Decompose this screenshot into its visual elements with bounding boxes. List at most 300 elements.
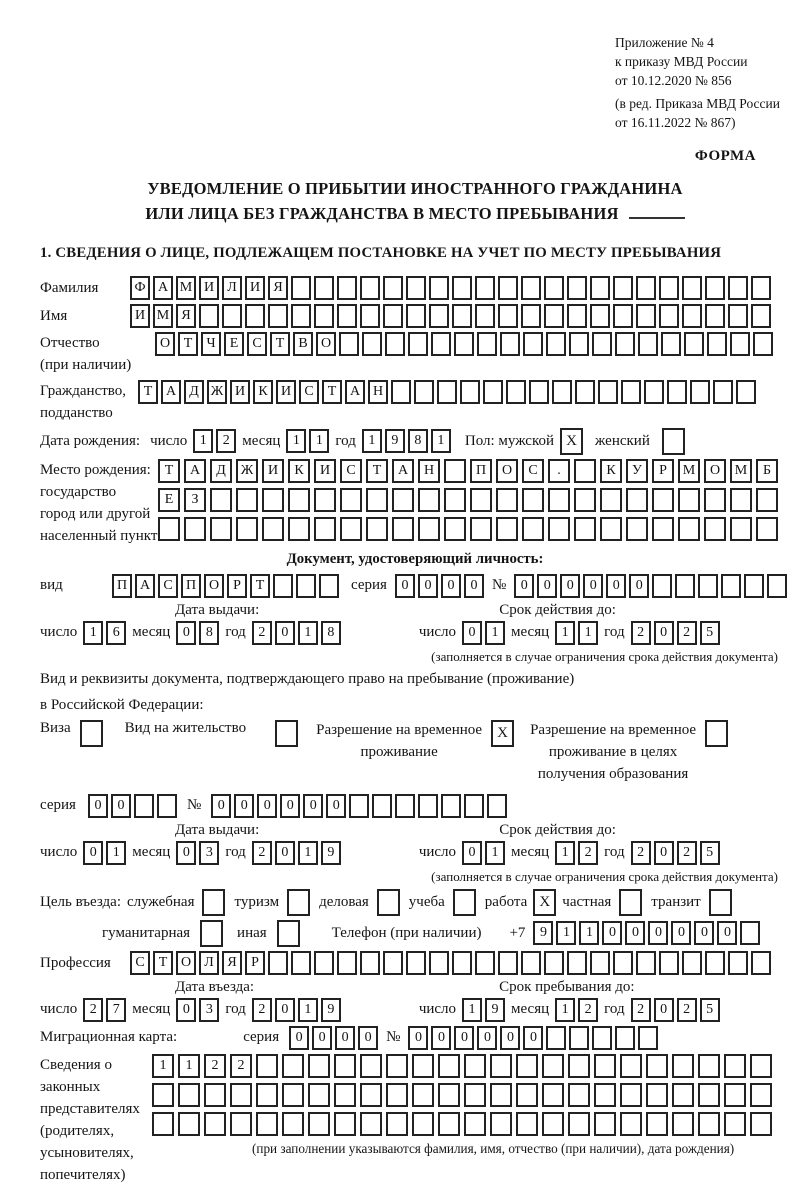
char-box[interactable]	[621, 380, 641, 404]
char-box[interactable]	[291, 951, 311, 975]
char-box[interactable]	[360, 276, 380, 300]
char-box[interactable]: 9	[533, 921, 553, 945]
char-box[interactable]	[490, 1083, 512, 1107]
char-box[interactable]	[291, 304, 311, 328]
char-box[interactable]: 0	[454, 1026, 474, 1050]
char-box[interactable]: 0	[275, 998, 295, 1022]
char-box[interactable]: Ж	[236, 459, 258, 483]
char-box[interactable]	[391, 380, 411, 404]
char-box[interactable]	[750, 1083, 772, 1107]
char-box[interactable]	[418, 517, 440, 541]
char-box[interactable]	[383, 276, 403, 300]
char-box[interactable]	[496, 488, 518, 512]
char-box[interactable]	[646, 1112, 668, 1136]
char-box[interactable]	[751, 276, 771, 300]
char-box[interactable]	[314, 488, 336, 512]
char-box[interactable]	[740, 921, 760, 945]
humanitarian-checkbox[interactable]	[200, 920, 223, 947]
char-box[interactable]	[475, 951, 495, 975]
char-box[interactable]: 0	[602, 921, 622, 945]
char-box[interactable]	[569, 1026, 589, 1050]
char-box[interactable]	[487, 794, 507, 818]
char-box[interactable]	[230, 1112, 252, 1136]
char-box[interactable]	[690, 380, 710, 404]
char-box[interactable]	[412, 1054, 434, 1078]
char-box[interactable]: 0	[654, 998, 674, 1022]
char-box[interactable]	[314, 304, 334, 328]
char-box[interactable]: .	[548, 459, 570, 483]
sex-female-checkbox[interactable]	[662, 428, 685, 455]
char-box[interactable]: Е	[158, 488, 180, 512]
char-box[interactable]	[638, 1026, 658, 1050]
char-box[interactable]	[464, 1112, 486, 1136]
char-box[interactable]: И	[276, 380, 296, 404]
char-box[interactable]	[721, 574, 741, 598]
char-box[interactable]	[431, 332, 451, 356]
char-box[interactable]	[444, 459, 466, 483]
char-box[interactable]	[672, 1112, 694, 1136]
char-box[interactable]: 9	[485, 998, 505, 1022]
char-box[interactable]	[412, 1112, 434, 1136]
char-box[interactable]	[406, 951, 426, 975]
char-box[interactable]	[652, 517, 674, 541]
char-box[interactable]: И	[314, 459, 336, 483]
char-box[interactable]	[230, 1083, 252, 1107]
study-checkbox[interactable]	[453, 889, 476, 916]
char-box[interactable]	[682, 951, 702, 975]
char-box[interactable]	[724, 1112, 746, 1136]
char-box[interactable]	[684, 332, 704, 356]
char-box[interactable]	[600, 488, 622, 512]
char-box[interactable]: М	[153, 304, 173, 328]
char-box[interactable]: О	[496, 459, 518, 483]
char-box[interactable]: 0	[464, 574, 484, 598]
char-box[interactable]: Я	[222, 951, 242, 975]
char-box[interactable]	[152, 1112, 174, 1136]
char-box[interactable]: С	[299, 380, 319, 404]
char-box[interactable]: Ф	[130, 276, 150, 300]
char-box[interactable]	[659, 304, 679, 328]
char-box[interactable]: А	[184, 459, 206, 483]
char-box[interactable]	[756, 488, 778, 512]
char-box[interactable]	[444, 488, 466, 512]
temp-residence-education-checkbox[interactable]	[705, 720, 728, 747]
char-box[interactable]: 0	[431, 1026, 451, 1050]
char-box[interactable]	[728, 276, 748, 300]
char-box[interactable]: 0	[111, 794, 131, 818]
other-purpose-checkbox[interactable]	[277, 920, 300, 947]
char-box[interactable]: 1	[193, 429, 213, 453]
char-box[interactable]	[544, 304, 564, 328]
char-box[interactable]: У	[626, 459, 648, 483]
char-box[interactable]	[406, 304, 426, 328]
char-box[interactable]: П	[112, 574, 132, 598]
char-box[interactable]	[337, 276, 357, 300]
char-box[interactable]: О	[155, 332, 175, 356]
char-box[interactable]	[406, 276, 426, 300]
char-box[interactable]: Т	[270, 332, 290, 356]
char-box[interactable]: 2	[631, 841, 651, 865]
char-box[interactable]: 0	[234, 794, 254, 818]
char-box[interactable]: 0	[500, 1026, 520, 1050]
char-box[interactable]: С	[130, 951, 150, 975]
char-box[interactable]	[464, 1083, 486, 1107]
char-box[interactable]: Т	[158, 459, 180, 483]
char-box[interactable]: 3	[199, 841, 219, 865]
char-box[interactable]: В	[293, 332, 313, 356]
char-box[interactable]	[636, 951, 656, 975]
char-box[interactable]	[672, 1083, 694, 1107]
char-box[interactable]	[152, 1083, 174, 1107]
char-box[interactable]: 0	[629, 574, 649, 598]
char-box[interactable]	[483, 380, 503, 404]
char-box[interactable]	[620, 1083, 642, 1107]
char-box[interactable]	[652, 488, 674, 512]
char-box[interactable]	[256, 1083, 278, 1107]
char-box[interactable]	[438, 1112, 460, 1136]
char-box[interactable]	[386, 1054, 408, 1078]
char-box[interactable]: 8	[408, 429, 428, 453]
char-box[interactable]	[544, 951, 564, 975]
char-box[interactable]: 9	[385, 429, 405, 453]
business-checkbox[interactable]	[377, 889, 400, 916]
char-box[interactable]	[705, 304, 725, 328]
char-box[interactable]: М	[678, 459, 700, 483]
char-box[interactable]	[134, 794, 154, 818]
char-box[interactable]	[529, 380, 549, 404]
char-box[interactable]	[429, 304, 449, 328]
char-box[interactable]	[438, 1054, 460, 1078]
char-box[interactable]	[360, 304, 380, 328]
char-box[interactable]: 2	[677, 621, 697, 645]
char-box[interactable]	[418, 488, 440, 512]
char-box[interactable]: А	[161, 380, 181, 404]
char-box[interactable]	[750, 1054, 772, 1078]
char-box[interactable]: 0	[462, 841, 482, 865]
char-box[interactable]	[613, 951, 633, 975]
char-box[interactable]	[574, 488, 596, 512]
char-box[interactable]	[452, 304, 472, 328]
char-box[interactable]: 0	[537, 574, 557, 598]
char-box[interactable]	[728, 304, 748, 328]
char-box[interactable]	[516, 1112, 538, 1136]
char-box[interactable]: 1	[485, 621, 505, 645]
char-box[interactable]: 2	[677, 841, 697, 865]
char-box[interactable]	[675, 574, 695, 598]
char-box[interactable]: 1	[152, 1054, 174, 1078]
char-box[interactable]: 0	[88, 794, 108, 818]
char-box[interactable]	[636, 276, 656, 300]
char-box[interactable]	[698, 1083, 720, 1107]
char-box[interactable]: И	[199, 276, 219, 300]
char-box[interactable]: М	[176, 276, 196, 300]
char-box[interactable]	[521, 951, 541, 975]
char-box[interactable]: Ч	[201, 332, 221, 356]
char-box[interactable]: 0	[654, 841, 674, 865]
char-box[interactable]	[438, 1083, 460, 1107]
char-box[interactable]: Т	[250, 574, 270, 598]
char-box[interactable]	[490, 1112, 512, 1136]
char-box[interactable]	[334, 1054, 356, 1078]
char-box[interactable]: 1	[286, 429, 306, 453]
char-box[interactable]	[408, 332, 428, 356]
char-box[interactable]	[521, 304, 541, 328]
char-box[interactable]	[523, 332, 543, 356]
char-box[interactable]: 0	[654, 621, 674, 645]
char-box[interactable]	[496, 517, 518, 541]
char-box[interactable]	[730, 517, 752, 541]
char-box[interactable]: 0	[176, 998, 196, 1022]
char-box[interactable]	[460, 380, 480, 404]
char-box[interactable]	[713, 380, 733, 404]
char-box[interactable]: Т	[366, 459, 388, 483]
char-box[interactable]: А	[392, 459, 414, 483]
char-box[interactable]	[567, 951, 587, 975]
char-box[interactable]: О	[204, 574, 224, 598]
char-box[interactable]	[613, 276, 633, 300]
char-box[interactable]	[575, 380, 595, 404]
char-box[interactable]: 0	[441, 574, 461, 598]
char-box[interactable]: 2	[677, 998, 697, 1022]
char-box[interactable]	[682, 304, 702, 328]
char-box[interactable]	[705, 276, 725, 300]
char-box[interactable]	[767, 574, 787, 598]
char-box[interactable]	[296, 574, 316, 598]
char-box[interactable]: 1	[83, 621, 103, 645]
char-box[interactable]: 0	[514, 574, 534, 598]
char-box[interactable]	[744, 574, 764, 598]
char-box[interactable]: 2	[83, 998, 103, 1022]
char-box[interactable]	[620, 1054, 642, 1078]
transit-checkbox[interactable]	[709, 889, 732, 916]
temp-residence-checkbox[interactable]: X	[491, 720, 514, 747]
char-box[interactable]: С	[158, 574, 178, 598]
char-box[interactable]	[594, 1054, 616, 1078]
char-box[interactable]	[516, 1083, 538, 1107]
char-box[interactable]	[730, 332, 750, 356]
char-box[interactable]	[698, 574, 718, 598]
char-box[interactable]: 2	[252, 841, 272, 865]
char-box[interactable]	[516, 1054, 538, 1078]
char-box[interactable]: 2	[631, 998, 651, 1022]
char-box[interactable]	[268, 951, 288, 975]
char-box[interactable]: 0	[257, 794, 277, 818]
char-box[interactable]	[360, 1054, 382, 1078]
char-box[interactable]	[199, 304, 219, 328]
char-box[interactable]: С	[522, 459, 544, 483]
char-box[interactable]: А	[135, 574, 155, 598]
char-box[interactable]	[429, 276, 449, 300]
char-box[interactable]	[204, 1112, 226, 1136]
char-box[interactable]: Я	[176, 304, 196, 328]
char-box[interactable]	[319, 574, 339, 598]
char-box[interactable]	[698, 1054, 720, 1078]
char-box[interactable]	[598, 380, 618, 404]
char-box[interactable]	[646, 1054, 668, 1078]
char-box[interactable]	[594, 1112, 616, 1136]
char-box[interactable]	[626, 488, 648, 512]
char-box[interactable]: 0	[275, 841, 295, 865]
char-box[interactable]	[678, 517, 700, 541]
char-box[interactable]	[548, 488, 570, 512]
char-box[interactable]	[522, 517, 544, 541]
char-box[interactable]: 2	[631, 621, 651, 645]
char-box[interactable]: 1	[178, 1054, 200, 1078]
char-box[interactable]	[613, 304, 633, 328]
char-box[interactable]: 0	[176, 621, 196, 645]
char-box[interactable]	[262, 517, 284, 541]
char-box[interactable]: 0	[648, 921, 668, 945]
char-box[interactable]	[268, 304, 288, 328]
char-box[interactable]	[615, 332, 635, 356]
char-box[interactable]	[210, 488, 232, 512]
char-box[interactable]: 1	[298, 998, 318, 1022]
char-box[interactable]	[475, 276, 495, 300]
char-box[interactable]	[262, 488, 284, 512]
char-box[interactable]: Ж	[207, 380, 227, 404]
char-box[interactable]: 0	[625, 921, 645, 945]
char-box[interactable]: 1	[555, 621, 575, 645]
char-box[interactable]	[730, 488, 752, 512]
char-box[interactable]	[412, 1083, 434, 1107]
char-box[interactable]	[418, 794, 438, 818]
char-box[interactable]	[678, 488, 700, 512]
char-box[interactable]: А	[345, 380, 365, 404]
char-box[interactable]	[452, 276, 472, 300]
char-box[interactable]	[724, 1083, 746, 1107]
char-box[interactable]: 7	[106, 998, 126, 1022]
char-box[interactable]	[620, 1112, 642, 1136]
char-box[interactable]	[574, 459, 596, 483]
char-box[interactable]	[698, 1112, 720, 1136]
char-box[interactable]	[282, 1054, 304, 1078]
char-box[interactable]	[544, 276, 564, 300]
char-box[interactable]	[753, 332, 773, 356]
official-checkbox[interactable]	[202, 889, 225, 916]
char-box[interactable]	[366, 517, 388, 541]
char-box[interactable]: 6	[106, 621, 126, 645]
char-box[interactable]	[659, 276, 679, 300]
char-box[interactable]	[334, 1112, 356, 1136]
char-box[interactable]: 0	[83, 841, 103, 865]
char-box[interactable]	[672, 1054, 694, 1078]
char-box[interactable]	[546, 332, 566, 356]
char-box[interactable]	[360, 1083, 382, 1107]
char-box[interactable]: 1	[556, 921, 576, 945]
char-box[interactable]	[314, 276, 334, 300]
char-box[interactable]	[414, 380, 434, 404]
char-box[interactable]: К	[288, 459, 310, 483]
char-box[interactable]	[366, 488, 388, 512]
char-box[interactable]	[314, 517, 336, 541]
char-box[interactable]	[542, 1054, 564, 1078]
char-box[interactable]	[178, 1112, 200, 1136]
char-box[interactable]	[157, 794, 177, 818]
char-box[interactable]: 0	[717, 921, 737, 945]
tourism-checkbox[interactable]	[287, 889, 310, 916]
char-box[interactable]	[567, 276, 587, 300]
char-box[interactable]: 1	[106, 841, 126, 865]
char-box[interactable]	[385, 332, 405, 356]
char-box[interactable]: 1	[298, 621, 318, 645]
char-box[interactable]	[636, 304, 656, 328]
char-box[interactable]	[477, 332, 497, 356]
char-box[interactable]: 0	[671, 921, 691, 945]
char-box[interactable]	[652, 574, 672, 598]
char-box[interactable]	[569, 332, 589, 356]
char-box[interactable]	[750, 1112, 772, 1136]
char-box[interactable]	[522, 488, 544, 512]
char-box[interactable]: Л	[199, 951, 219, 975]
char-box[interactable]: З	[184, 488, 206, 512]
char-box[interactable]	[552, 380, 572, 404]
char-box[interactable]: 0	[477, 1026, 497, 1050]
char-box[interactable]: Е	[224, 332, 244, 356]
char-box[interactable]: С	[340, 459, 362, 483]
char-box[interactable]: 1	[298, 841, 318, 865]
char-box[interactable]	[383, 951, 403, 975]
char-box[interactable]: 0	[211, 794, 231, 818]
char-box[interactable]	[574, 517, 596, 541]
char-box[interactable]: А	[153, 276, 173, 300]
char-box[interactable]: Р	[245, 951, 265, 975]
char-box[interactable]: 2	[230, 1054, 252, 1078]
char-box[interactable]	[395, 794, 415, 818]
char-box[interactable]	[756, 517, 778, 541]
char-box[interactable]: Т	[138, 380, 158, 404]
char-box[interactable]	[337, 951, 357, 975]
char-box[interactable]: К	[600, 459, 622, 483]
char-box[interactable]: 1	[462, 998, 482, 1022]
char-box[interactable]: 0	[523, 1026, 543, 1050]
char-box[interactable]	[724, 1054, 746, 1078]
char-box[interactable]: Я	[268, 276, 288, 300]
char-box[interactable]: 1	[485, 841, 505, 865]
char-box[interactable]	[470, 517, 492, 541]
char-box[interactable]: 5	[700, 998, 720, 1022]
char-box[interactable]: Н	[418, 459, 440, 483]
char-box[interactable]	[736, 380, 756, 404]
char-box[interactable]	[288, 517, 310, 541]
char-box[interactable]	[592, 332, 612, 356]
char-box[interactable]: 0	[280, 794, 300, 818]
char-box[interactable]	[452, 951, 472, 975]
char-box[interactable]	[590, 304, 610, 328]
char-box[interactable]	[236, 488, 258, 512]
char-box[interactable]: 2	[578, 998, 598, 1022]
char-box[interactable]: Т	[322, 380, 342, 404]
char-box[interactable]	[751, 304, 771, 328]
char-box[interactable]: 1	[362, 429, 382, 453]
char-box[interactable]: 0	[326, 794, 346, 818]
char-box[interactable]	[308, 1054, 330, 1078]
char-box[interactable]	[661, 332, 681, 356]
char-box[interactable]	[245, 304, 265, 328]
char-box[interactable]: О	[704, 459, 726, 483]
char-box[interactable]	[590, 276, 610, 300]
private-checkbox[interactable]	[619, 889, 642, 916]
char-box[interactable]: 2	[252, 998, 272, 1022]
char-box[interactable]: 0	[418, 574, 438, 598]
char-box[interactable]	[178, 1083, 200, 1107]
char-box[interactable]	[308, 1112, 330, 1136]
char-box[interactable]	[659, 951, 679, 975]
char-box[interactable]	[158, 517, 180, 541]
char-box[interactable]	[464, 1054, 486, 1078]
char-box[interactable]	[444, 517, 466, 541]
char-box[interactable]	[506, 380, 526, 404]
char-box[interactable]	[567, 304, 587, 328]
